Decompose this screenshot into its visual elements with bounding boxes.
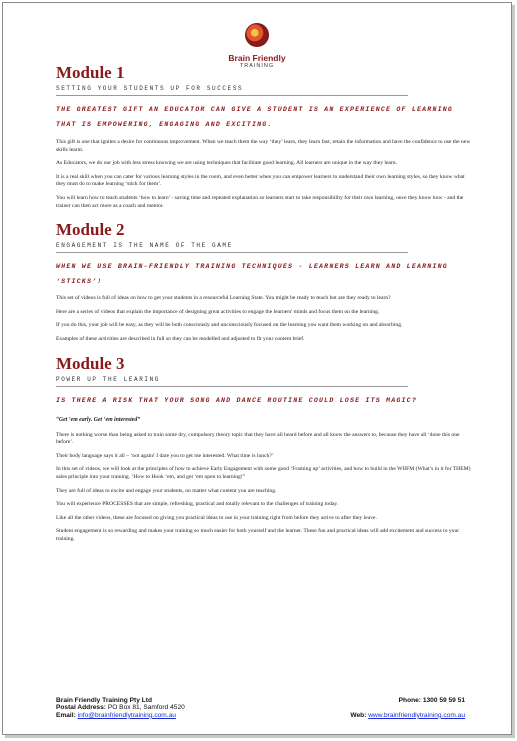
module-1-highlight: THE GREATEST GIFT AN EDUCATOR CAN GIVE A STUDENT IS AN EXPERIENCE OF LEARNING THAT IS EMPOWERING, ENGAGING AND EXCITING. [56, 106, 454, 128]
module-1-paragraph: It is a real skill when you can cater for various learning styles in the room, and even better when you can empower learners to understand their own learning styles, so they know what they must do to make learning ‘stick for them’. [56, 173, 465, 188]
module-2-paragraph: If you do this, your job will be easy, as they will be both consciously and unconsciously focused on the learning you want them working on and absorbing. [56, 322, 403, 329]
module-1-section [56, 63, 471, 210]
module-2-title: Module 2 [56, 220, 125, 240]
module-3-quote: “Get ‘em early. Get ‘em interested” [56, 416, 141, 423]
page-content [56, 63, 471, 543]
module-3-paragraph: You will experience PROCESSES that are simple, refreshing, practical and totally relevant to the challenges of training today. [56, 501, 339, 508]
brain-icon [245, 23, 269, 47]
module-2-section [56, 220, 471, 343]
module-3-title: Module 3 [56, 353, 125, 373]
module-3-paragraph: In this set of videos, we will look at the principles of how to achieve Early Engagement with some good ‘Framing up’ activities, and how to build in the WIIFM (What’s in it for THEM) sales principle into your training. ‘How to Hook ‘em, and get ‘em open to learning!” [56, 466, 471, 480]
module-3-paragraph: They are full of ideas to excite and engage your students, no matter what content you are teaching. [56, 487, 277, 494]
document-page [2, 2, 512, 735]
module-2-highlight: WHEN WE USE BRAIN-FRIENDLY TRAINING TECHNIQUES - LEARNERS LEARN AND LEARNING ‘STICKS’! [56, 263, 448, 286]
postal-address: PO Box 81, Samford 4520 [107, 704, 185, 712]
phone-number: Phone: 1300 59 59 51 [398, 697, 465, 704]
module-1-paragraph: As Educators, we do our job with less stress knowing we are using techniques that facilitate good learning. All learners are unique in the way they learn. [56, 160, 397, 167]
module-2-subtitle: ENGAGEMENT IS THE NAME OF THE GAME [56, 242, 408, 253]
module-1-subtitle: SETTING YOUR STUDENTS UP FOR SUCCESS [56, 85, 408, 96]
module-2-paragraph: Examples of these activities are described in full so they can be modelled and adjusted to fit your content brief. [56, 335, 305, 342]
module-1-title: Module 1 [56, 63, 125, 82]
module-3-paragraph: There is nothing worse than being asked to train some dry, compulsory theory topic that they have all heard before and all know the answers to, because they have all ‘done this one before’. [56, 431, 460, 446]
page-footer [56, 697, 465, 719]
module-3-paragraph: Their body language says it all – ‘not again! I dare you to get me interested. What time is lunch?’ [56, 452, 274, 459]
module-3-subtitle: POWER UP THE LEARING [56, 376, 408, 387]
module-2-paragraph: This set of videos is full of ideas on how to get your students in a resourceful Learning State. You might be ready to teach but are they ready to learn? [56, 295, 391, 302]
module-2-paragraph: Here are a series of videos that explain the importance of designing great activities to engage the learners' minds and focus them on the learning. [56, 308, 380, 315]
module-1-paragraph: You will learn how to teach students ‘how to learn’ - saving time and repeated explanation so learners start to take responsibility for their own learning, once they know how - and the trainer can then act more as a coach and mentor. [56, 194, 464, 209]
email-link[interactable]: info@brainfriendlytraining.com.au [77, 711, 176, 719]
module-3-section [56, 354, 471, 544]
module-3-highlight: IS THERE A RISK THAT YOUR SONG AND DANCE ROUTINE COULD LOSE ITS MAGIC? [56, 396, 417, 404]
email-label: Email: [56, 711, 76, 719]
website-link[interactable]: www.brainfriendlytraining.com.au [368, 711, 465, 719]
address-label: Postal Address: [56, 704, 106, 712]
logo-subtitle: TRAINING [239, 63, 275, 69]
module-3-paragraph: Student engagement is so rewarding and makes your training so much easier for both yourself and the learner. These fun and practical ideas will add excitement and success to your training. [56, 528, 460, 542]
web-label: Web: [350, 711, 367, 719]
module-3-paragraph: Like all the other videos, these are focused on giving you practical ideas to use in your training right from before they arrive to after they leave. [56, 514, 377, 521]
company-name: Brain Friendly Training Pty Ltd [56, 697, 152, 704]
module-1-paragraph: This gift is one that ignites a desire for continuous improvement. When we teach them the way ‘they’ learn, they learn fast, retain the information and have the confidence to use the new skills learnt. [56, 139, 471, 153]
logo-name: Brain Friendly [228, 53, 286, 63]
